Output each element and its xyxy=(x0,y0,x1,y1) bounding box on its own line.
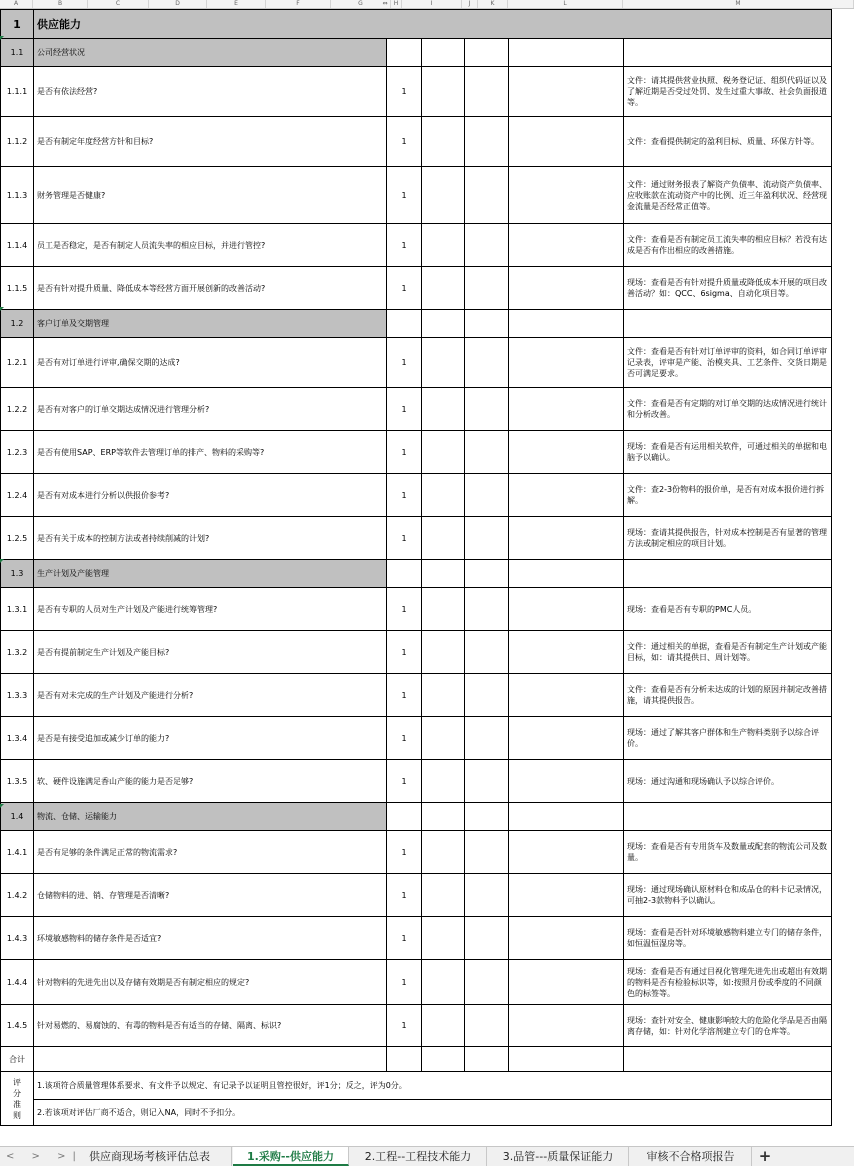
item-question[interactable]: 财务管理是否健康? xyxy=(34,167,387,224)
item-score[interactable]: 1 xyxy=(387,717,422,760)
item-question[interactable]: 针对物料的先进先出以及存储有效期是否有制定相应的规定? xyxy=(34,960,387,1005)
empty-cell[interactable] xyxy=(422,310,465,338)
empty-cell[interactable] xyxy=(465,917,509,960)
empty-cell[interactable] xyxy=(465,960,509,1005)
empty-cell[interactable] xyxy=(422,517,465,560)
item-question[interactable]: 是否有对成本进行分析以供报价参考? xyxy=(34,474,387,517)
table-row xyxy=(1,760,832,803)
item-number[interactable]: 1.1.2 xyxy=(1,117,34,167)
empty-cell[interactable] xyxy=(509,117,624,167)
item-remark[interactable]: 文件：查看是否有针对订单评审的资料，如合同订单评审记录表，评审是产能、治模夹具、工艺条件、交货日期是否可满足要求。 xyxy=(624,338,832,388)
item-score[interactable]: 1 xyxy=(387,588,422,631)
empty-cell[interactable] xyxy=(422,267,465,310)
column-header-bar xyxy=(0,0,854,9)
item-score[interactable]: 1 xyxy=(387,167,422,224)
empty-cell[interactable] xyxy=(387,803,422,831)
column-splitter-icon[interactable]: ⇔ xyxy=(382,0,388,7)
item-number[interactable]: 1.1.3 xyxy=(1,167,34,224)
column-header-g[interactable]: G xyxy=(331,0,391,8)
item-remark[interactable]: 现场：通过了解其客户群体和生产物料类别予以综合评价。 xyxy=(624,717,832,760)
section-number[interactable]: 1.2 xyxy=(1,310,34,338)
empty-cell[interactable] xyxy=(465,167,509,224)
comment-marker-icon xyxy=(0,36,4,40)
empty-cell[interactable] xyxy=(422,1047,465,1072)
empty-cell[interactable] xyxy=(509,224,624,267)
empty-cell[interactable] xyxy=(422,224,465,267)
table-row xyxy=(1,474,832,517)
empty-cell[interactable] xyxy=(509,874,624,917)
item-remark[interactable]: 文件：查看是否有定期的对订单交期的达成情况进行统计和分析改善。 xyxy=(624,388,832,431)
empty-cell[interactable] xyxy=(465,803,509,831)
empty-cell[interactable] xyxy=(509,67,624,117)
item-remark[interactable]: 文件：查2-3份物料的报价单，是否有对成本报价进行拆解。 xyxy=(624,474,832,517)
section-title[interactable]: 客户订单及交期管理 xyxy=(34,310,387,338)
column-header-a[interactable]: A xyxy=(0,0,33,8)
column-header-i[interactable]: I xyxy=(402,0,462,8)
item-question[interactable]: 是否有提前制定生产计划及产能目标? xyxy=(34,631,387,674)
empty-cell[interactable] xyxy=(422,960,465,1005)
table-row xyxy=(1,517,832,560)
item-number[interactable]: 1.3.1 xyxy=(1,588,34,631)
item-score[interactable]: 1 xyxy=(387,760,422,803)
column-header-b[interactable]: B xyxy=(33,0,88,8)
item-score[interactable]: 1 xyxy=(387,267,422,310)
section-number[interactable]: 1.1 xyxy=(1,39,34,67)
empty-cell[interactable] xyxy=(422,388,465,431)
column-header-k[interactable]: K xyxy=(478,0,508,8)
empty-cell[interactable] xyxy=(624,560,832,588)
empty-cell[interactable] xyxy=(624,803,832,831)
column-header-d[interactable]: D xyxy=(149,0,207,8)
empty-cell[interactable] xyxy=(465,1005,509,1047)
item-score[interactable]: 1 xyxy=(387,631,422,674)
empty-cell[interactable] xyxy=(509,39,624,67)
table-row xyxy=(1,167,832,224)
item-remark[interactable]: 现场：查看是否有通过目视化管理先进先出或超出有效期的物料是否有检验标识等，如:按照月份或季度的不同颜色的标签等。 xyxy=(624,960,832,1005)
empty-cell[interactable] xyxy=(422,1005,465,1047)
column-header-f[interactable]: F xyxy=(266,0,331,8)
empty-cell[interactable] xyxy=(465,474,509,517)
empty-cell[interactable] xyxy=(465,517,509,560)
section-row xyxy=(1,560,832,588)
table-row xyxy=(1,960,832,1005)
item-remark[interactable]: 现场：查针对安全、健康影响较大的危险化学品是否由隔离存储，如：针对化学溶剂建立专门的仓库等。 xyxy=(624,1005,832,1047)
empty-cell[interactable] xyxy=(465,760,509,803)
empty-cell[interactable] xyxy=(509,588,624,631)
item-number[interactable]: 1.4.5 xyxy=(1,1005,34,1047)
empty-cell[interactable] xyxy=(465,631,509,674)
item-number[interactable]: 1.1.1 xyxy=(1,67,34,117)
empty-cell[interactable] xyxy=(509,431,624,474)
empty-cell[interactable] xyxy=(465,1047,509,1072)
empty-cell[interactable] xyxy=(465,431,509,474)
item-score[interactable]: 1 xyxy=(387,517,422,560)
section-title[interactable]: 生产计划及产能管理 xyxy=(34,560,387,588)
empty-cell[interactable] xyxy=(509,167,624,224)
table-row xyxy=(1,224,832,267)
item-score[interactable]: 1 xyxy=(387,474,422,517)
item-question[interactable]: 是否有对订单进行评审,确保交期的达成? xyxy=(34,338,387,388)
empty-cell[interactable] xyxy=(422,717,465,760)
column-header-m[interactable]: M xyxy=(623,0,854,8)
total-label[interactable]: 合计 xyxy=(1,1047,34,1072)
total-row xyxy=(1,1047,832,1072)
empty-cell[interactable] xyxy=(465,674,509,717)
empty-cell[interactable] xyxy=(465,717,509,760)
empty-cell[interactable] xyxy=(422,67,465,117)
item-remark[interactable]: 文件：查看是否有制定员工流失率的相应目标？若没有达成是否有作出相应的改善措施。 xyxy=(624,224,832,267)
table-row xyxy=(1,874,832,917)
empty-cell[interactable] xyxy=(422,831,465,874)
table-row xyxy=(1,631,832,674)
criteria-label-char: 分 xyxy=(13,1088,21,1098)
item-score[interactable]: 1 xyxy=(387,117,422,167)
empty-cell[interactable] xyxy=(422,167,465,224)
empty-cell[interactable] xyxy=(465,310,509,338)
add-sheet-button[interactable]: + xyxy=(758,1147,772,1165)
table-row xyxy=(1,267,832,310)
sheet-title[interactable]: 供应能力 xyxy=(34,10,832,39)
item-question[interactable]: 是否有对客户的订单交期达成情况进行管理分析? xyxy=(34,388,387,431)
item-remark[interactable]: 现场：查看是否有针对提升质量或降低成本开展的项目改善活动？如：QCC、6sigma、自动化项目等。 xyxy=(624,267,832,310)
empty-cell[interactable] xyxy=(465,338,509,388)
item-remark[interactable]: 文件：通过相关的单据，查看是否有制定生产计划或产能目标，如：请其提供日、周计划等。 xyxy=(624,631,832,674)
empty-cell[interactable] xyxy=(509,310,624,338)
section-number[interactable]: 1.3 xyxy=(1,560,34,588)
item-score[interactable]: 1 xyxy=(387,674,422,717)
item-question[interactable]: 是否有制定年度经营方针和目标? xyxy=(34,117,387,167)
empty-cell[interactable] xyxy=(422,674,465,717)
item-remark[interactable]: 文件：查看是否有分析未达成的计划的原因并制定改善措施，请其提供报告。 xyxy=(624,674,832,717)
criteria-text[interactable]: 1.该项符合质量管理体系要求、有文件予以规定、有记录予以证明且管控很好，评1分；反之，评为0分。 xyxy=(34,1072,832,1100)
column-header-c[interactable]: C xyxy=(88,0,149,8)
empty-cell[interactable] xyxy=(624,310,832,338)
empty-cell[interactable] xyxy=(422,474,465,517)
item-score[interactable]: 1 xyxy=(387,338,422,388)
empty-cell[interactable] xyxy=(509,560,624,588)
item-score[interactable]: 1 xyxy=(387,388,422,431)
empty-cell[interactable] xyxy=(509,338,624,388)
title-number[interactable]: 1 xyxy=(1,10,34,39)
column-header-h[interactable]: H xyxy=(391,0,402,8)
title-row xyxy=(1,10,832,39)
item-question[interactable]: 针对易燃的、易腐蚀的、有毒的物料是否有适当的存储、隔离、标识? xyxy=(34,1005,387,1047)
empty-cell[interactable] xyxy=(422,338,465,388)
column-header-l[interactable]: L xyxy=(508,0,623,8)
item-question[interactable]: 环境敏感物料的储存条件是否适宜? xyxy=(34,917,387,960)
column-header-j[interactable]: J xyxy=(462,0,478,8)
empty-cell[interactable] xyxy=(509,674,624,717)
item-question[interactable]: 软、硬件设施满足香山产能的能力是否足够? xyxy=(34,760,387,803)
empty-cell[interactable] xyxy=(509,267,624,310)
sheet-tab[interactable]: 1.采购--供应能力 xyxy=(233,1147,349,1166)
empty-cell[interactable] xyxy=(509,517,624,560)
empty-cell[interactable] xyxy=(387,310,422,338)
item-number[interactable]: 1.2.3 xyxy=(1,431,34,474)
criteria-row xyxy=(1,1072,832,1100)
empty-cell[interactable] xyxy=(465,39,509,67)
table-row xyxy=(1,431,832,474)
item-question[interactable]: 是否是有接受追加或减少订单的能力? xyxy=(34,717,387,760)
item-question[interactable]: 员工是否稳定，是否有制定人员流失率的相应目标，并进行管控? xyxy=(34,224,387,267)
grid-container xyxy=(0,9,832,1126)
item-number[interactable]: 1.4.4 xyxy=(1,960,34,1005)
section-title[interactable]: 物流、仓储、运输能力 xyxy=(34,803,387,831)
empty-cell[interactable] xyxy=(509,388,624,431)
item-number[interactable]: 1.4.2 xyxy=(1,874,34,917)
section-title[interactable]: 公司经营状况 xyxy=(34,39,387,67)
item-question[interactable]: 仓储物料的进、销、存管理是否清晰? xyxy=(34,874,387,917)
item-number[interactable]: 1.1.4 xyxy=(1,224,34,267)
table-row xyxy=(1,831,832,874)
item-number[interactable]: 1.2.1 xyxy=(1,338,34,388)
empty-cell[interactable] xyxy=(465,874,509,917)
empty-cell[interactable] xyxy=(465,267,509,310)
empty-cell[interactable] xyxy=(465,831,509,874)
empty-cell[interactable] xyxy=(465,560,509,588)
item-remark[interactable]: 现场：查看是否有专职的PMC人员。 xyxy=(624,588,832,631)
section-row xyxy=(1,310,832,338)
empty-cell[interactable] xyxy=(624,1047,832,1072)
item-number[interactable]: 1.2.4 xyxy=(1,474,34,517)
column-header-e[interactable]: E xyxy=(207,0,266,8)
empty-cell[interactable] xyxy=(422,917,465,960)
empty-cell[interactable] xyxy=(509,631,624,674)
item-number[interactable]: 1.2.2 xyxy=(1,388,34,431)
sheet-tab[interactable]: 3.品管---质量保证能力 xyxy=(488,1147,629,1166)
item-remark[interactable]: 文件：通过财务报表了解资产负债率、流动资产负债率、应收账款在流动资产中的比例、近三年盈利状况、经营现金流量是否经常正值等。 xyxy=(624,167,832,224)
item-question[interactable]: 是否有专职的人员对生产计划及产能进行统筹管理? xyxy=(34,588,387,631)
empty-cell[interactable] xyxy=(509,960,624,1005)
empty-cell[interactable] xyxy=(422,631,465,674)
criteria-label[interactable] xyxy=(1,1072,34,1126)
empty-cell[interactable] xyxy=(422,117,465,167)
empty-cell[interactable] xyxy=(422,803,465,831)
table-row xyxy=(1,338,832,388)
criteria-label-char: 准 xyxy=(13,1099,21,1109)
item-number[interactable]: 1.3.5 xyxy=(1,760,34,803)
item-score[interactable]: 1 xyxy=(387,917,422,960)
table-row xyxy=(1,67,832,117)
item-remark[interactable]: 现场：通过现场确认原材料仓和成品仓的料卡记录情况，可抽2-3款物料予以确认。 xyxy=(624,874,832,917)
empty-cell[interactable] xyxy=(509,831,624,874)
item-question[interactable]: 是否有使用SAP、ERP等软件去管理订单的排产、物料的采购等? xyxy=(34,431,387,474)
table-row xyxy=(1,588,832,631)
empty-cell[interactable] xyxy=(624,39,832,67)
item-remark[interactable]: 现场：通过沟通和现场确认予以综合评价。 xyxy=(624,760,832,803)
criteria-label-char: 则 xyxy=(13,1110,21,1120)
empty-cell[interactable] xyxy=(387,1047,422,1072)
item-score[interactable]: 1 xyxy=(387,224,422,267)
comment-marker-icon xyxy=(0,804,4,808)
item-score[interactable]: 1 xyxy=(387,1005,422,1047)
item-question[interactable]: 是否有针对提升质量、降低成本等经营方面开展创新的改善活动? xyxy=(34,267,387,310)
table-row xyxy=(1,917,832,960)
item-remark[interactable]: 现场：查看是否有专用货车及数量或配套的物流公司及数量。 xyxy=(624,831,832,874)
item-remark[interactable]: 文件：请其提供营业执照、税务登记证、组织代码证以及了解近期是否受过处罚、发生过重大事故、社会负面报道等。 xyxy=(624,67,832,117)
sheet-tab-bar xyxy=(0,1146,854,1166)
empty-cell[interactable] xyxy=(509,760,624,803)
item-remark[interactable]: 现场：查请其提供报告，针对成本控制是否有显著的管理方法或制定相应的项目计划。 xyxy=(624,517,832,560)
empty-cell[interactable] xyxy=(387,39,422,67)
empty-cell[interactable] xyxy=(509,474,624,517)
empty-cell[interactable] xyxy=(465,388,509,431)
item-number[interactable]: 1.3.2 xyxy=(1,631,34,674)
item-question[interactable]: 是否有关于成本的控制方法或者持续削减的计划? xyxy=(34,517,387,560)
item-remark[interactable]: 现场：查看是否有运用相关软件，可通过相关的单据和电脑予以确认。 xyxy=(624,431,832,474)
empty-cell[interactable] xyxy=(465,588,509,631)
sheet-tab[interactable]: 供应商现场考核评估总表 xyxy=(68,1147,232,1166)
assessment-table xyxy=(0,9,832,1126)
criteria-label-char: 评 xyxy=(13,1077,21,1087)
empty-cell[interactable] xyxy=(422,431,465,474)
empty-cell[interactable] xyxy=(422,874,465,917)
section-row xyxy=(1,803,832,831)
item-remark[interactable]: 文件：查看提供制定的盈利目标、质量、环保方针等。 xyxy=(624,117,832,167)
empty-cell[interactable] xyxy=(422,560,465,588)
empty-cell[interactable] xyxy=(509,1005,624,1047)
empty-cell[interactable] xyxy=(422,39,465,67)
item-score[interactable]: 1 xyxy=(387,67,422,117)
item-question[interactable]: 是否有足够的条件满足正常的物流需求? xyxy=(34,831,387,874)
item-number[interactable]: 1.4.1 xyxy=(1,831,34,874)
table-row xyxy=(1,717,832,760)
item-number[interactable]: 1.3.3 xyxy=(1,674,34,717)
empty-cell[interactable] xyxy=(422,760,465,803)
empty-cell[interactable] xyxy=(465,117,509,167)
empty-cell[interactable] xyxy=(509,803,624,831)
empty-cell[interactable] xyxy=(387,560,422,588)
table-row xyxy=(1,117,832,167)
comment-marker-icon xyxy=(0,559,4,563)
table-row xyxy=(1,674,832,717)
item-question[interactable]: 是否有对未完成的生产计划及产能进行分析? xyxy=(34,674,387,717)
empty-cell[interactable] xyxy=(509,1047,624,1072)
item-score[interactable]: 1 xyxy=(387,960,422,1005)
criteria-row xyxy=(1,1100,832,1126)
item-remark[interactable]: 现场：查看是否针对环境敏感物料建立专门的储存条件，如恒温恒湿房等。 xyxy=(624,917,832,960)
table-row xyxy=(1,1005,832,1047)
table-row xyxy=(1,388,832,431)
item-score[interactable]: 1 xyxy=(387,431,422,474)
item-score[interactable]: 1 xyxy=(387,874,422,917)
item-number[interactable]: 1.2.5 xyxy=(1,517,34,560)
item-score[interactable]: 1 xyxy=(387,831,422,874)
sheet-tab[interactable]: 审核不合格项报告 xyxy=(630,1147,752,1166)
section-row xyxy=(1,39,832,67)
empty-cell[interactable] xyxy=(509,717,624,760)
section-number[interactable]: 1.4 xyxy=(1,803,34,831)
empty-cell[interactable] xyxy=(465,67,509,117)
item-number[interactable]: 1.3.4 xyxy=(1,717,34,760)
empty-cell[interactable] xyxy=(465,224,509,267)
item-number[interactable]: 1.4.3 xyxy=(1,917,34,960)
empty-cell[interactable] xyxy=(509,917,624,960)
item-number[interactable]: 1.1.5 xyxy=(1,267,34,310)
empty-cell[interactable] xyxy=(422,588,465,631)
comment-marker-icon xyxy=(0,307,4,311)
item-question[interactable]: 是否有依法经营? xyxy=(34,67,387,117)
empty-cell[interactable] xyxy=(34,1047,387,1072)
criteria-text[interactable]: 2.若该项对评估厂商不适合，则记入NA，同时不予扣分。 xyxy=(34,1100,832,1126)
tab-nav-arrows-icon[interactable]: < > >| xyxy=(6,1151,83,1162)
sheet-tab[interactable]: 2.工程--工程技术能力 xyxy=(350,1147,487,1166)
